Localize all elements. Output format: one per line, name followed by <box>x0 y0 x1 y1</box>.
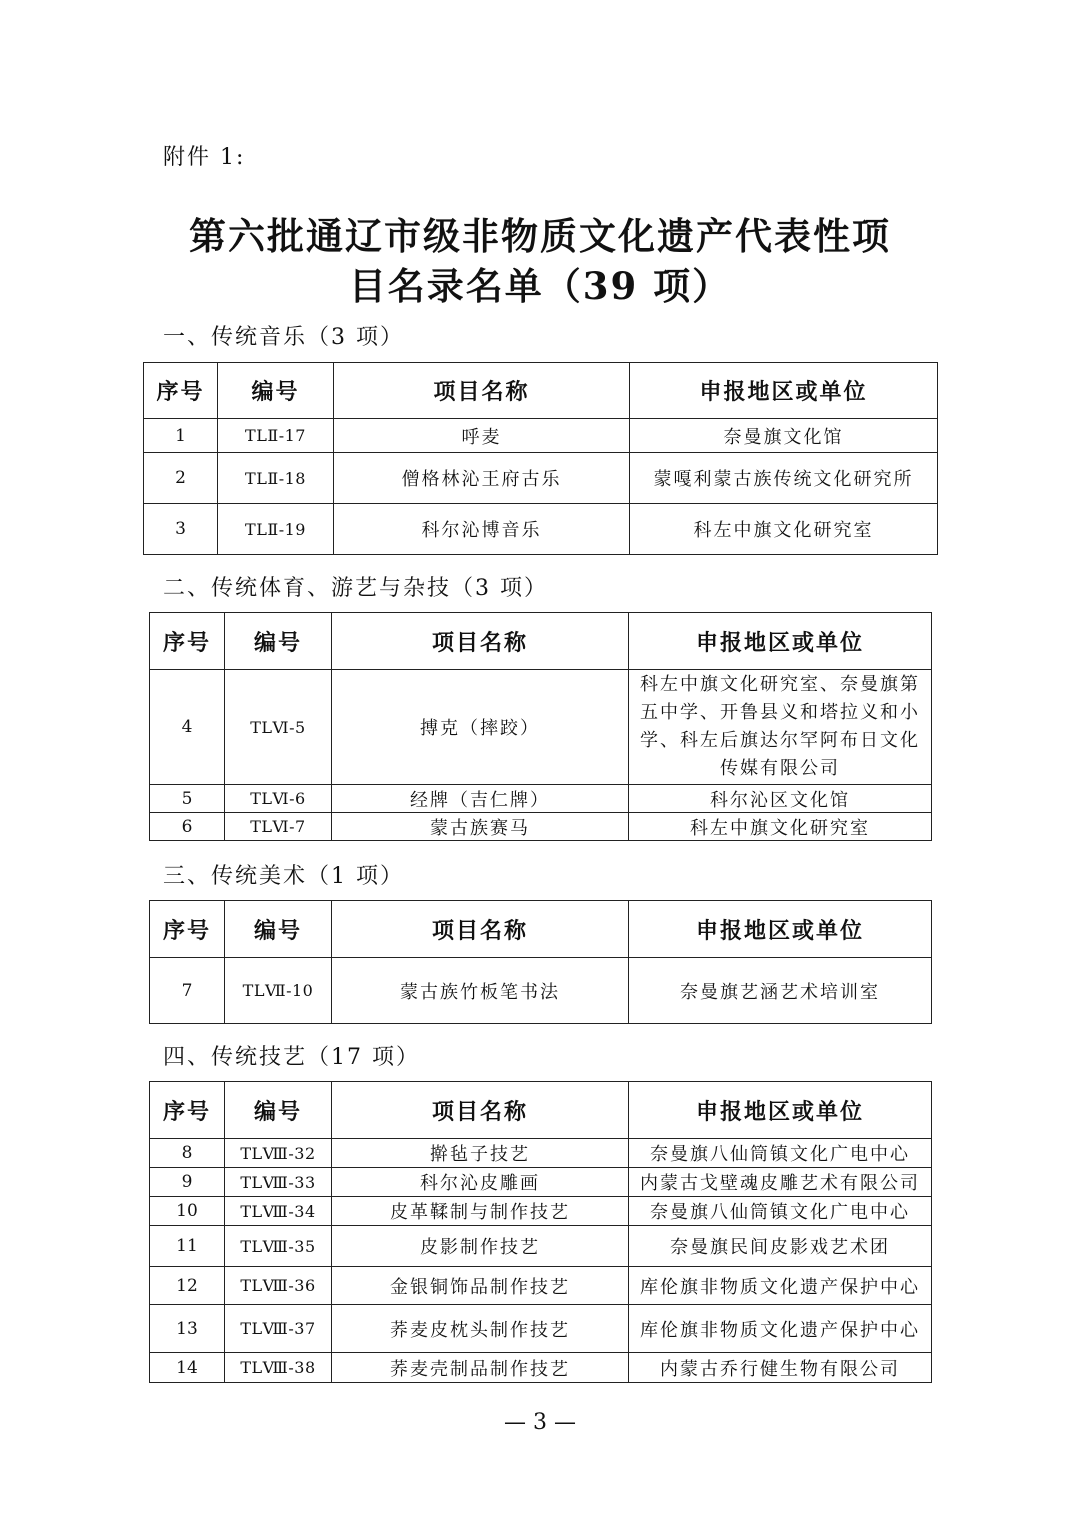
header-unit: 申报地区或单位 <box>629 901 932 958</box>
cell-seq: 7 <box>150 958 225 1024</box>
cell-code: TLⅧ-37 <box>225 1305 332 1353</box>
cell-code: TLⅦ-10 <box>225 958 332 1024</box>
cell-unit: 奈曼旗八仙筒镇文化广电中心 <box>629 1197 932 1226</box>
cell-unit: 科左中旗文化研究室 <box>629 813 932 841</box>
cell-seq: 13 <box>150 1305 225 1353</box>
cell-code: TLⅧ-34 <box>225 1197 332 1226</box>
cell-unit: 内蒙古戈壁魂皮雕艺术有限公司 <box>629 1168 932 1197</box>
cell-name: 呼麦 <box>334 419 630 453</box>
cell-seq: 8 <box>150 1139 225 1168</box>
header-code: 编号 <box>225 1082 332 1139</box>
cell-name: 荞麦壳制品制作技艺 <box>332 1353 629 1383</box>
page-number: — 3 — <box>504 1410 576 1435</box>
cell-name: 皮影制作技艺 <box>332 1226 629 1267</box>
cell-seq: 11 <box>150 1226 225 1267</box>
cell-unit: 库伦旗非物质文化遗产保护中心 <box>629 1305 932 1353</box>
cell-unit: 科左中旗文化研究室 <box>630 504 938 555</box>
cell-name: 蒙古族赛马 <box>332 813 629 841</box>
cell-seq: 1 <box>144 419 218 453</box>
cell-code: TLⅧ-36 <box>225 1267 332 1305</box>
cell-unit: 内蒙古乔行健生物有限公司 <box>629 1353 932 1383</box>
header-seq: 序号 <box>144 363 218 419</box>
table-row <box>150 958 932 1024</box>
cell-code: TLⅧ-38 <box>225 1353 332 1383</box>
table-music <box>143 362 938 555</box>
table-row <box>144 419 938 453</box>
document-title-line1: 第六批通辽市级非物质文化遗产代表性项 <box>189 214 891 258</box>
cell-name: 荞麦皮枕头制作技艺 <box>332 1305 629 1353</box>
table-sports <box>149 612 932 841</box>
header-name: 项目名称 <box>332 1082 629 1139</box>
table-row <box>144 504 938 555</box>
cell-name: 僧格林沁王府古乐 <box>334 453 630 504</box>
section-heading-sports: 二、传统体育、游艺与杂技（3 项） <box>163 576 548 601</box>
cell-code: TLⅥ-5 <box>225 670 332 785</box>
cell-code: TLⅧ-35 <box>225 1226 332 1267</box>
header-unit: 申报地区或单位 <box>629 613 932 670</box>
document-title-line2: 目名录名单（39 项） <box>348 264 732 308</box>
cell-unit: 科尔沁区文化馆 <box>629 785 932 813</box>
cell-unit: 蒙嘎利蒙古族传统文化研究所 <box>630 453 938 504</box>
cell-code: TLⅡ-17 <box>218 419 334 453</box>
cell-unit: 奈曼旗民间皮影戏艺术团 <box>629 1226 932 1267</box>
header-code: 编号 <box>225 613 332 670</box>
cell-name: 科尔沁皮雕画 <box>332 1168 629 1197</box>
header-name: 项目名称 <box>332 901 629 958</box>
table-row <box>150 1168 932 1197</box>
section-heading-fine-arts: 三、传统美术（1 项） <box>163 864 404 889</box>
section-heading-music: 一、传统音乐（3 项） <box>163 325 404 350</box>
header-seq: 序号 <box>150 901 225 958</box>
cell-unit: 奈曼旗艺涵艺术培训室 <box>629 958 932 1024</box>
table-row <box>150 1305 932 1353</box>
table-fine-arts <box>149 900 932 1024</box>
cell-name: 科尔沁博音乐 <box>334 504 630 555</box>
header-unit: 申报地区或单位 <box>630 363 938 419</box>
table-row <box>150 1353 932 1383</box>
header-name: 项目名称 <box>332 613 629 670</box>
cell-name: 皮革鞣制与制作技艺 <box>332 1197 629 1226</box>
header-seq: 序号 <box>150 1082 225 1139</box>
cell-code: TLⅡ-19 <box>218 504 334 555</box>
cell-unit: 奈曼旗文化馆 <box>630 419 938 453</box>
table-header-row <box>150 1082 932 1139</box>
table-header-row <box>150 901 932 958</box>
table-header-row <box>150 613 932 670</box>
cell-seq: 5 <box>150 785 225 813</box>
table-row <box>150 1267 932 1305</box>
cell-seq: 2 <box>144 453 218 504</box>
section-heading-crafts: 四、传统技艺（17 项） <box>163 1045 420 1070</box>
cell-seq: 6 <box>150 813 225 841</box>
cell-seq: 10 <box>150 1197 225 1226</box>
cell-name: 擀毡子技艺 <box>332 1139 629 1168</box>
table-header-row <box>144 363 938 419</box>
cell-code: TLⅥ-7 <box>225 813 332 841</box>
attachment-label: 附件 1: <box>163 145 246 170</box>
cell-unit: 奈曼旗八仙筒镇文化广电中心 <box>629 1139 932 1168</box>
cell-seq: 9 <box>150 1168 225 1197</box>
cell-name: 经牌（吉仁牌） <box>332 785 629 813</box>
table-row <box>150 785 932 813</box>
header-seq: 序号 <box>150 613 225 670</box>
table-row <box>150 813 932 841</box>
cell-seq: 14 <box>150 1353 225 1383</box>
cell-seq: 12 <box>150 1267 225 1305</box>
cell-name: 蒙古族竹板笔书法 <box>332 958 629 1024</box>
header-code: 编号 <box>225 901 332 958</box>
table-row <box>150 670 932 785</box>
cell-code: TLⅧ-33 <box>225 1168 332 1197</box>
cell-seq: 4 <box>150 670 225 785</box>
cell-unit: 库伦旗非物质文化遗产保护中心 <box>629 1267 932 1305</box>
cell-unit: 科左中旗文化研究室、奈曼旗第五中学、开鲁县义和塔拉义和小学、科左后旗达尔罕阿布日文化传媒有限公司 <box>629 670 932 785</box>
cell-name: 搏克（摔跤） <box>332 670 629 785</box>
cell-name: 金银铜饰品制作技艺 <box>332 1267 629 1305</box>
header-code: 编号 <box>218 363 334 419</box>
cell-code: TLⅧ-32 <box>225 1139 332 1168</box>
table-row <box>150 1197 932 1226</box>
table-crafts <box>149 1081 932 1383</box>
table-row <box>144 453 938 504</box>
cell-seq: 3 <box>144 504 218 555</box>
table-row <box>150 1139 932 1168</box>
cell-code: TLⅥ-6 <box>225 785 332 813</box>
header-name: 项目名称 <box>334 363 630 419</box>
cell-code: TLⅡ-18 <box>218 453 334 504</box>
header-unit: 申报地区或单位 <box>629 1082 932 1139</box>
table-row <box>150 1226 932 1267</box>
